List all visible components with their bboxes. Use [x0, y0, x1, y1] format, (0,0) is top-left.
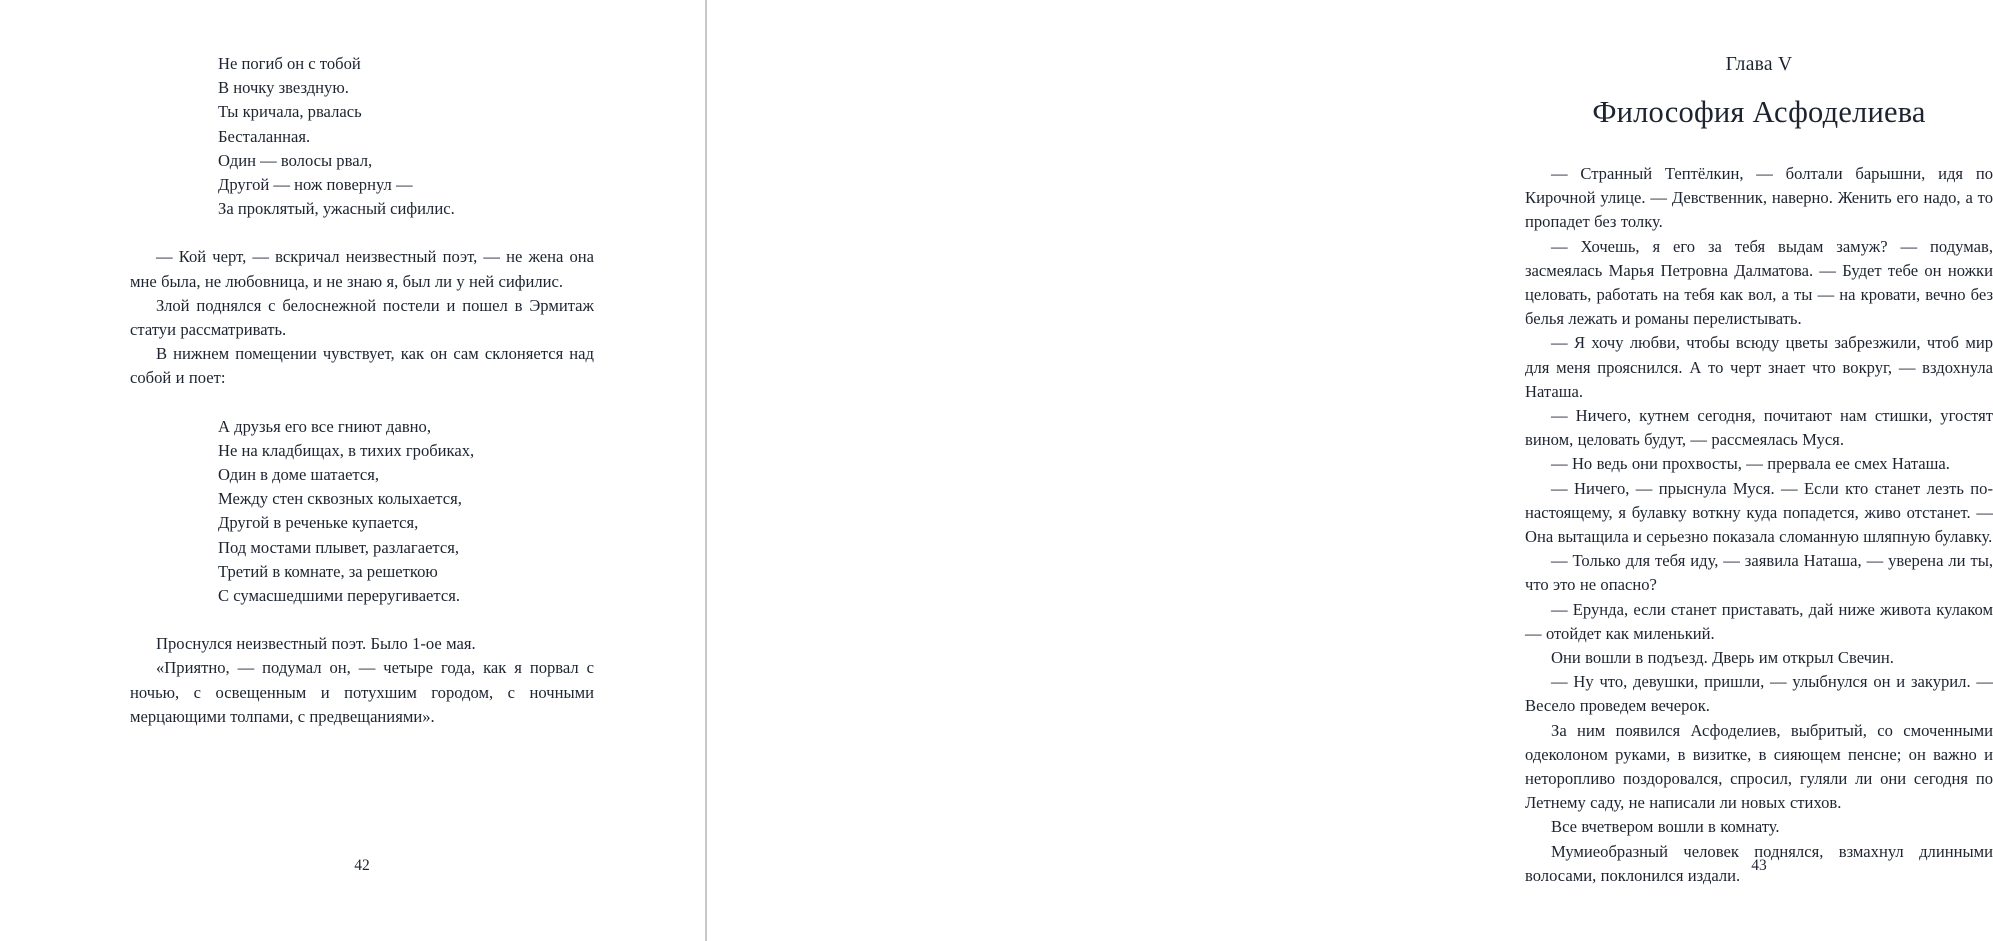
verse-line: Другой в реченьке купается, [218, 513, 419, 533]
page-left-text-block [130, 52, 594, 729]
page-number-left: 42 [354, 857, 370, 874]
verse-line: Не погиб он с тобой [218, 54, 361, 73]
verse-line: Между стен сквозных колыхается, [218, 489, 462, 509]
body-paragraph: — Только для тебя иду, — заявила Наташа, — уверена ли ты, что это не опасно? [1525, 551, 1993, 595]
body-paragraph: «Приятно, — подумал он, — четыре года, как я порвал с ночью, с освещенным и потухшим городом, с ночными мерцающими толпами, с предвещаниями». [130, 658, 594, 726]
verse-line: Не на кладбищах, в тихих гробиках, [218, 440, 475, 460]
body-paragraph: Все вчетвером вошли в комнату. [1551, 817, 1780, 837]
verse-line: А друзья его все гниют давно, [218, 416, 431, 436]
body-paragraph: Они вошли в подъезд. Дверь им открыл Свечин. [1551, 648, 1894, 668]
body-paragraph: — Ну что, девушки, пришли, — улыбнулся он и закурил. — Весело проведем вечерок. [1525, 672, 1993, 716]
verse-line: Один — волосы рвал, [218, 150, 373, 170]
page-left [0, 0, 705, 941]
body-paragraph: — Но ведь они прохвосты, — прервала ее смех Наташа. [1551, 454, 1950, 474]
body-paragraph: — Хочешь, я его за тебя выдам замуж? — подумав, засмеялась Марья Петровна Далматова. — Будет тебе он ножки целовать, работать на тебя как вол, а ты — на кровати, вечно без белья лежать и романы перелистывать. [1525, 236, 1993, 329]
chapter-title: Философия Асфоделиева [1592, 95, 1926, 129]
verse-line: За проклятый, ужасный сифилис. [218, 199, 455, 219]
page-number-right: 43 [1751, 857, 1767, 874]
verse-stanza [130, 52, 594, 221]
verse-line: С сумасшедшими переругивается. [218, 586, 461, 606]
body-paragraph: Мумиеобразный человек поднялся, взмахнул длинными волосами, поклонился издали. [1525, 841, 1993, 885]
page-right [707, 0, 1993, 941]
chapter-heading-spacer [1525, 132, 1993, 162]
page-right-text-block [1525, 52, 1993, 888]
body-paragraph: Злой поднялся с белоснежной постели и пошел в Эрмитаж статуи рассматривать. [130, 295, 594, 340]
verse-stanza [130, 415, 594, 609]
paragraph-group [130, 632, 594, 729]
verse-line: Третий в комнате, за решеткою [218, 561, 438, 581]
body-paragraph: — Ничего, кутнем сегодня, почитают нам стишки, угостят вином, целовать будут, — рассмеялась Муся. [1525, 406, 1993, 450]
body-paragraph: — Я хочу любви, чтобы всюду цветы забрезжили, чтоб мир для меня прояснился. А то черт знает что вокруг, — вздохнула Наташа. [1525, 333, 1993, 401]
body-paragraph: В нижнем помещении чувствует, как он сам склоняется над собой и поет: [130, 344, 594, 388]
body-paragraph: Проснулся неизвестный поэт. Было 1-ое мая. [156, 634, 476, 654]
body-paragraph: — Странный Тептёлкин, — болтали барышни, идя по Кирочной улице. — Девственник, наверно. Женить его надо, а то пропадет без толку. [1525, 164, 1993, 232]
body-paragraph: За ним появился Асфоделиев, выбритый, со смоченными одеколоном руками, в визитке, в сияющем пенсне; он важно и неторопливо поздоровался, спросил, гуляли ли они сегодня по Летнему саду, не написали ли новых стихов. [1525, 720, 1993, 813]
chapter-number: Глава V [1725, 54, 1793, 75]
verse-line: Другой — нож повернул — [218, 175, 413, 195]
verse-line: Бесталанная. [218, 126, 311, 146]
verse-line: Под мостами плывет, разлагается, [218, 537, 460, 557]
verse-line: Один в доме шатается, [218, 465, 380, 485]
body-paragraph: — Ничего, — прыснула Муся. — Если кто станет лезть по-настоящему, я булавку воткну куда попадется, живо отстанет. — Она вытащила и серьезно показала сломанную шляпную булавку. [1525, 478, 1993, 547]
body-paragraph: — Кой черт, — вскричал неизвестный поэт, — не жена она мне была, не любовница, и не знаю я, был ли у ней сифилис. [130, 247, 594, 291]
verse-line: В ночку звездную. [218, 78, 349, 98]
paragraph-group [130, 245, 594, 390]
chapter-heading [1525, 52, 1993, 132]
body-paragraph: — Ерунда, если станет приставать, дай ниже живота кулаком — отойдет как миленький. [1525, 599, 1993, 643]
paragraph-group [1525, 162, 1993, 888]
verse-line: Ты кричала, рвалась [218, 102, 362, 122]
